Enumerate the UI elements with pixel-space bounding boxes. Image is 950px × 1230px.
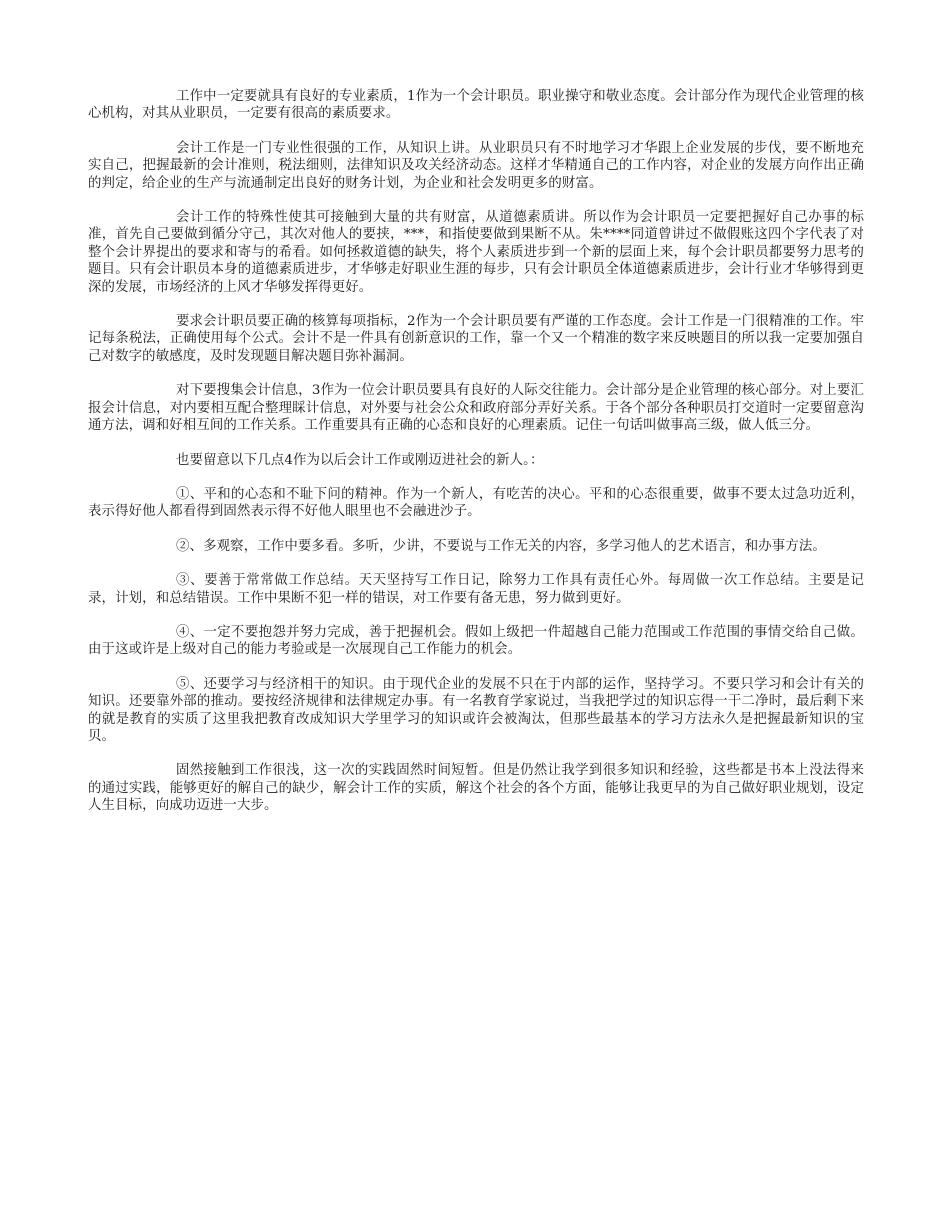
list-item-5: ⑤、还要学习与经济相干的知识。由于现代企业的发展不只在于内部的运作，坚持学习。不要只学习和会计有关的知识。还要靠外部的推动。要按经济规律和法律规定办事。有一名教育学家说过，当我把学过的知识忘得一干二净时，最后剩下来的就是教育的实质了这里我把教育改成知识大学里学习的知识或许会被淘汰，但那些最基本的学习方法永久是把握最新知识的宝贝。 [88,676,864,744]
paragraph-4: 要求会计职员要正确的核算每项指标，2作为一个会计职员要有严谨的工作态度。会计工作是一门很精准的工作。牢记每条税法，正确使用每个公式。会计不是一件具有创新意识的工作，靠一个又一个精准的数字来反映题目的所以我一定要加强自己对数字的敏感度，及时发现题目解决题目弥补漏洞。 [88,314,864,364]
list-item-1: ①、平和的心态和不耻下问的精神。作为一个新人，有吃苦的决心。平和的心态很重要，做事不要太过急功近利，表示得好他人都看得到固然表示得不好他人眼里也不会融进沙子。 [88,486,864,520]
document-body [88,88,864,832]
paragraph-6: 也要留意以下几点4作为以后会计工作或刚迈进社会的新人。： [176,452,544,468]
paragraph-5: 对下要搜集会计信息，3作为一位会计职员要具有良好的人际交往能力。会计部分是企业管理的核心部分。对上要汇报会计信息，对内要相互配合整理睬计信息，对外要与社会公众和政府部分弄好关系。于各个部分各种职员打交道时一定要留意沟通方法，调和好相互间的工作关系。工作重要具有正确的心态和良好的心理素质。记住一句话叫做事高三级，做人低三分。 [88,383,864,434]
paragraph-3: 会计工作的特殊性使其可接触到大量的共有财富，从道德素质讲。所以作为会计职员一定要把握好自己办事的标准，首先自己要做到循分守己，其次对他人的要挟，***，和指使要做到果断不从。朱****同道曾讲过不做假账这四个字代表了对整个会计界提出的要求和寄与的希看。如何拯救道德的缺失，将个人素质进步到一个新的层面上来，每个会计职员都要努力思考的题目。只有会计职员本身的道德素质进步，才华够走好职业生涯的每步，只有会计职员全体道德素质进步，会计行业才华够得到更深的发展，市场经济的上风才华够发挥得更好。 [88,210,864,295]
paragraph-conclusion: 固然接触到工作很浅，这一次的实践固然时间短暂。但是仍然让我学到很多知识和经验，这些都是书本上没法得来的通过实践，能够更好的解自己的缺少，解会计工作的实质，解这个社会的各个方面，能够让我更早的为自己做好职业规划，设定人生目标，向成功迈进一大步。 [88,763,864,814]
list-item-2: ②、多观察，工作中要多看。多听，少讲，不要说与工作无关的内容，多学习他人的艺术语言，和办事方法。 [176,538,826,554]
paragraph-1: 工作中一定要就具有良好的专业素质，1作为一个会计职员。职业操守和敬业态度。会计部分作为现代企业管理的核心机构，对其从业职员，一定要有很高的素质要求。 [88,89,864,122]
paragraph-2: 会计工作是一门专业性很强的工作，从知识上讲。从业职员只有不时地学习才华跟上企业发展的步伐，要不断地充实自己，把握最新的会计准则，税法细则，法律知识及攻关经济动态。这样才华精通自己的工作内容，对企业的发展方向作出正确的判定，给企业的生产与流通制定出良好的财务计划，为企业和社会发明更多的财富。 [88,140,864,191]
list-item-4: ④、一定不要抱怨并努力完成，善于把握机会。假如上级把一件超越自己能力范围或工作范围的事情交给自己做。由于这或许是上级对自己的能力考验或是一次展现自己工作能力的机会。 [88,624,864,658]
list-item-3: ③、要善于常常做工作总结。天天坚持写工作日记，除努力工作具有责任心外。每周做一次工作总结。主要是记录，计划，和总结错误。工作中果断不犯一样的错误，对工作要有备无患，努力做到更好。 [88,573,864,606]
